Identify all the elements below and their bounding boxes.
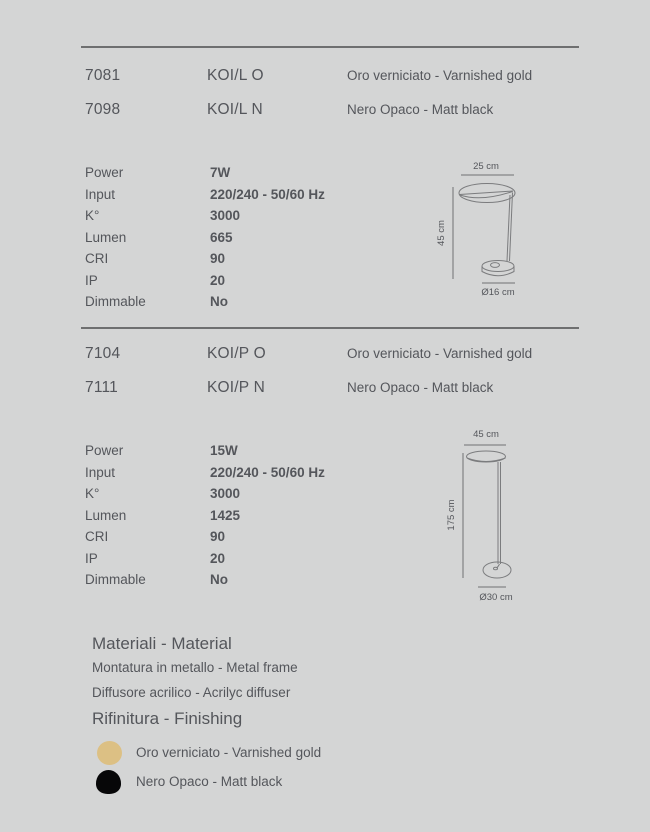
product-finish: Oro verniciato - Varnished gold [347, 346, 533, 361]
spec-label: Lumen [85, 229, 127, 245]
gold-finish-swatch [97, 741, 122, 765]
material-item: Diffusore acrilico - Acrilyc diffuser [92, 685, 291, 700]
materials-heading: Materiali - Material [92, 634, 232, 653]
spec-row [85, 483, 325, 505]
dimension-drawing-table-lamp [425, 154, 585, 306]
spec-label: Lumen [85, 507, 127, 523]
product-model: KOI/P N [207, 379, 265, 396]
section-divider [81, 327, 579, 329]
black-finish-swatch [96, 770, 121, 794]
spec-table [85, 440, 325, 591]
spec-label: K° [85, 486, 100, 501]
spec-row [85, 205, 325, 227]
spec-value: 3000 [210, 486, 241, 501]
diameter-dimension-label: Ø16 cm [481, 287, 515, 298]
spec-table [85, 162, 325, 313]
dimension-drawing-floor-lamp [425, 423, 585, 613]
spec-row [85, 184, 325, 206]
product-variant-row [0, 67, 650, 85]
spec-row [85, 505, 325, 527]
product-code: 7104 [85, 345, 121, 362]
spec-label: K° [85, 208, 100, 223]
height-dimension-label: 175 cm [446, 499, 457, 531]
spec-label: Input [85, 464, 116, 480]
spec-label: Input [85, 186, 116, 202]
spec-value: 1425 [210, 507, 241, 523]
spec-value: 220/240 - 50/60 Hz [210, 186, 325, 202]
spec-row [85, 270, 325, 292]
finish-label: Nero Opaco - Matt black [136, 774, 283, 789]
section-divider [81, 46, 579, 48]
spec-label: Power [85, 443, 124, 458]
spec-value: 15W [210, 443, 238, 458]
spec-value: No [210, 572, 228, 587]
spec-row [85, 548, 325, 570]
spec-value: 90 [210, 529, 226, 544]
spec-row [85, 462, 325, 484]
product-finish: Oro verniciato - Varnished gold [347, 68, 533, 83]
diameter-dimension-label: Ø30 cm [479, 592, 513, 603]
width-dimension-label: 45 cm [473, 429, 499, 440]
width-dimension-label: 25 cm [473, 161, 499, 172]
spec-label: CRI [85, 529, 109, 544]
finish-label: Oro verniciato - Varnished gold [136, 745, 322, 760]
product-code: 7098 [85, 101, 121, 118]
finishing-heading: Rifinitura - Finishing [92, 709, 243, 728]
spec-row [85, 227, 325, 249]
spec-label: CRI [85, 251, 109, 266]
product-model: KOI/L O [207, 67, 264, 84]
spec-row [85, 569, 325, 591]
spec-value: 90 [210, 251, 226, 266]
product-variant-row [0, 379, 650, 397]
spec-value: 20 [210, 272, 226, 288]
product-code: 7081 [85, 67, 121, 84]
spec-label: IP [85, 272, 98, 288]
product-finish: Nero Opaco - Matt black [347, 380, 494, 395]
spec-label: Power [85, 165, 124, 180]
height-dimension-label: 45 cm [436, 220, 447, 246]
product-variant-row [0, 345, 650, 363]
spec-row [85, 526, 325, 548]
spec-value: 20 [210, 550, 226, 566]
spec-value: 7W [210, 165, 231, 180]
spec-value: No [210, 294, 228, 309]
spec-row [85, 291, 325, 313]
spec-label: Dimmable [85, 572, 146, 587]
product-code: 7111 [85, 379, 118, 396]
material-item: Montatura in metallo - Metal frame [92, 660, 298, 675]
product-finish: Nero Opaco - Matt black [347, 102, 494, 117]
spec-row [85, 440, 325, 462]
spec-value: 3000 [210, 208, 241, 223]
spec-label: Dimmable [85, 294, 146, 309]
product-variant-row [0, 101, 650, 119]
spec-label: IP [85, 550, 98, 566]
spec-value: 665 [210, 229, 233, 245]
product-model: KOI/P O [207, 345, 266, 362]
spec-row [85, 248, 325, 270]
spec-value: 220/240 - 50/60 Hz [210, 464, 325, 480]
product-model: KOI/L N [207, 101, 263, 118]
spec-row [85, 162, 325, 184]
